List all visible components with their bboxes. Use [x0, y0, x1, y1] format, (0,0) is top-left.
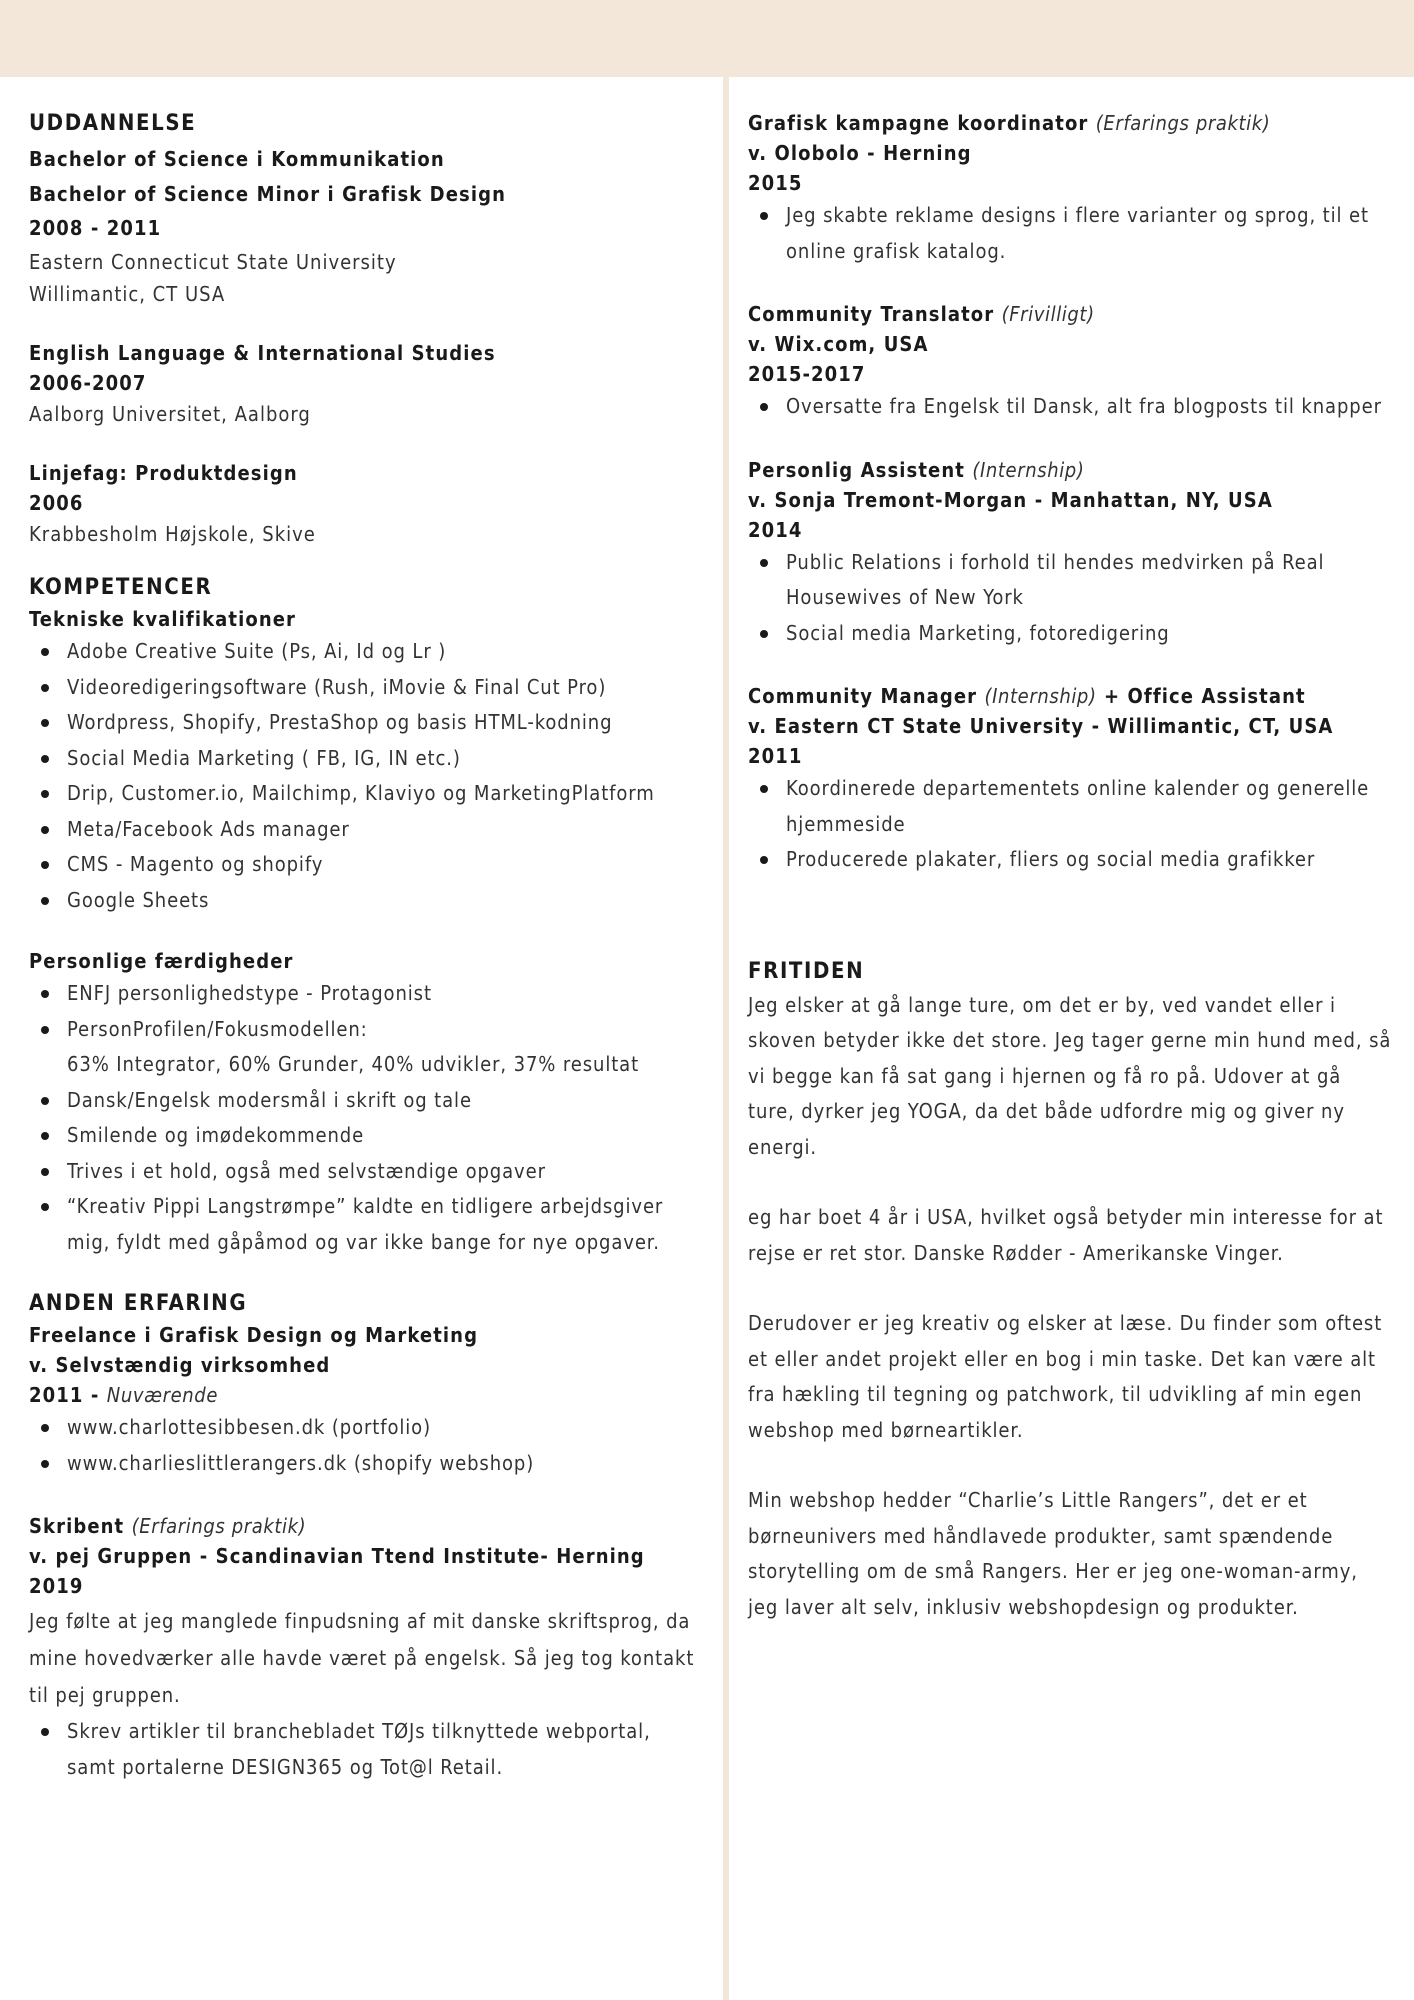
list-item: Trives i et hold, også med selvstændige opgaver — [29, 1154, 699, 1190]
education-degree-minor: Bachelor of Science Minor i Grafisk Design — [29, 182, 507, 206]
list-item: ENFJ personlighedstype - Protagonist — [29, 976, 699, 1012]
job-years: 2015-2017 — [748, 362, 866, 386]
technical-skills-title: Tekniske kvalifikationer — [29, 607, 297, 631]
job-type-note: (Internship) — [972, 457, 1085, 482]
job-title-text: Community Translator — [748, 302, 995, 326]
job-company: v. Selvstændig virksomhed — [29, 1353, 331, 1377]
education-title: Linjefag: Produktdesign — [29, 461, 298, 485]
education-school: Eastern Connecticut State University — [29, 250, 397, 274]
job-type-note: (Frivilligt) — [1001, 302, 1095, 326]
job-bullets — [748, 389, 1393, 425]
leisure-section — [748, 956, 1393, 1626]
job-title-text: Skribent — [29, 1514, 125, 1538]
column-divider — [723, 77, 729, 2000]
job-company: v. Sonja Tremont-Morgan - Manhattan, NY, USA — [748, 487, 1273, 512]
list-item: www.charlieslittlerangers.dk (shopify webshop) — [29, 1446, 699, 1482]
job-entry — [748, 299, 1393, 425]
job-title-text: Community Manager — [748, 684, 978, 708]
education-title: English Language & International Studies — [29, 341, 496, 365]
freelance-list — [29, 1410, 699, 1481]
job-company: v. Olobolo - Herning — [748, 141, 972, 165]
list-item: CMS - Magento og shopify — [29, 847, 699, 883]
job-entry — [748, 108, 1393, 269]
job-bullets — [748, 771, 1393, 878]
job-years: 2015 — [748, 171, 803, 195]
personal-profile-detail: 63% Integrator, 60% Grunder, 40% udvikler, 37% resultat — [67, 1052, 640, 1076]
list-item: Adobe Creative Suite (Ps, Ai, Id og Lr ) — [29, 634, 699, 670]
personal-skills-title: Personlige færdigheder — [29, 949, 294, 973]
job-company: v. Wix.com, USA — [748, 332, 929, 356]
list-item: Wordpress, Shopify, PrestaShop og basis HTML-kodning — [29, 705, 699, 741]
list-item: Videoredigeringsoftware (Rush, iMovie & Final Cut Pro) — [29, 670, 699, 706]
job-title — [748, 455, 1393, 485]
job-company: v. Eastern CT State University - Willimantic, CT, USA — [748, 714, 1334, 738]
personal-skills-list — [29, 976, 699, 1260]
job-years-value: 2011 - — [29, 1383, 100, 1407]
list-item: Smilende og imødekommende — [29, 1118, 699, 1154]
education-school: Krabbesholm Højskole, Skive — [29, 522, 316, 546]
list-item: Producerede plakater, fliers og social media grafikker — [748, 842, 1393, 878]
list-item — [29, 1012, 699, 1083]
job-entry — [748, 455, 1393, 652]
writer-list — [29, 1714, 699, 1785]
job-years — [29, 1380, 699, 1410]
section-heading-skills: KOMPETENCER — [29, 575, 213, 600]
education-years: 2008 - 2011 — [29, 216, 162, 240]
job-title-text: Grafisk kampagne koordinator — [748, 111, 1089, 135]
leisure-paragraph: eg har boet 4 år i USA, hvilket også betyder min interesse for at rejse er ret stor. Danske Rødder - Amerikanske Vinger. — [748, 1205, 1384, 1265]
leisure-paragraph: Derudover er jeg kreativ og elsker at læse. Du finder som oftest et eller andet projekt eller en bog i min taske. Det kan være alt fra hækling til tegning og patchwork, til udvikling af min egen webshop med børneartikler. — [748, 1311, 1383, 1442]
job-title-extra: + Office Assistant — [1103, 684, 1306, 708]
job-bullets — [748, 198, 1393, 269]
job-title — [748, 681, 1393, 711]
list-item: Koordinerede departementets online kalender og generelle hjemmeside — [748, 771, 1393, 842]
education-section — [29, 108, 699, 550]
job-type-note: (Internship) — [984, 684, 1097, 708]
job-title: Freelance i Grafisk Design og Marketing — [29, 1323, 479, 1347]
job-bullets — [748, 545, 1393, 652]
list-item: Meta/Facebook Ads manager — [29, 812, 699, 848]
job-years: 2019 — [29, 1574, 84, 1598]
job-years: 2011 — [748, 744, 803, 768]
section-heading-other-experience: ANDEN ERFARING — [29, 1291, 248, 1316]
other-experience-section — [29, 1288, 699, 1785]
right-column — [748, 108, 1393, 1625]
education-degree: Bachelor of Science i Kommunikation — [29, 147, 445, 171]
job-years: 2014 — [748, 517, 803, 542]
list-item: Drip, Customer.io, Mailchimp, Klaviyo og MarketingPlatform — [29, 776, 699, 812]
job-years-note: Nuværende — [106, 1383, 218, 1407]
list-item: Public Relations i forhold til hendes medvirken på Real Housewives of New York — [748, 545, 1393, 616]
education-years: 2006-2007 — [29, 371, 147, 395]
education-years: 2006 — [29, 491, 84, 515]
job-title-text: Personlig Assistent — [748, 457, 965, 482]
list-item: www.charlottesibbesen.dk (portfolio) — [29, 1410, 699, 1446]
list-item: Social media Marketing, fotoredigering — [748, 616, 1393, 652]
leisure-paragraph: Min webshop hedder “Charlie’s Little Rangers”, det er et børneunivers med håndlavede produkter, samt spændende storytelling om de små Rangers. Her er jeg one-woman-army, jeg laver alt selv, inklusiv webshopdesign og produkter. — [748, 1488, 1358, 1619]
job-title — [748, 108, 1393, 138]
education-school: Aalborg Universitet, Aalborg — [29, 402, 311, 426]
header-band — [0, 0, 1414, 77]
list-item: Social Media Marketing ( FB, IG, IN etc.) — [29, 741, 699, 777]
list-item: “Kreativ Pippi Langstrømpe” kaldte en tidligere arbejdsgiver mig, fyldt med gåpåmod og var ikke bange for nye opgaver. — [29, 1189, 699, 1260]
job-type-note: (Erfarings praktik) — [1095, 111, 1271, 135]
section-heading-education: UDDANNELSE — [29, 111, 197, 136]
personal-profile-label: PersonProfilen/Fokusmodellen: — [67, 1016, 368, 1041]
leisure-paragraph: Jeg elsker at gå lange ture, om det er by, ved vandet eller i skoven betyder ikke det store. Jeg tager gerne min hund med, så vi begge kan få sat gang i hjernen og få ro på. Udover at gå ture, dyrker jeg YOGA, da det både udfordre mig og giver ny energi. — [748, 992, 1392, 1159]
list-item: Oversatte fra Engelsk til Dansk, alt fra blogposts til knapper — [748, 389, 1393, 425]
skills-section — [29, 572, 699, 1260]
job-description: Jeg følte at jeg manglede finpudsning af mit danske skriftsprog, da mine hovedværker alle havde været på engelsk. Så jeg tog kontakt til pej gruppen. — [29, 1609, 695, 1707]
left-column — [29, 108, 699, 1785]
job-entry — [748, 681, 1393, 878]
list-item: Dansk/Engelsk modersmål i skrift og tale — [29, 1083, 699, 1119]
job-title — [29, 1511, 699, 1541]
job-type-note: (Erfarings praktik) — [131, 1514, 307, 1538]
education-location: Willimantic, CT USA — [29, 282, 226, 306]
list-item: Jeg skabte reklame designs i flere varianter og sprog, til et online grafisk katalog. — [748, 198, 1393, 269]
job-company: v. pej Gruppen - Scandinavian Ttend Institute- Herning — [29, 1544, 645, 1568]
technical-skills-list — [29, 634, 699, 918]
section-heading-leisure: FRITIDEN — [748, 958, 865, 984]
list-item: Google Sheets — [29, 883, 699, 919]
list-item: Skrev artikler til branchebladet TØJs tilknyttede webportal, samt portalerne DESIGN365 og Tot@l Retail. — [29, 1714, 699, 1785]
job-title — [748, 299, 1393, 329]
